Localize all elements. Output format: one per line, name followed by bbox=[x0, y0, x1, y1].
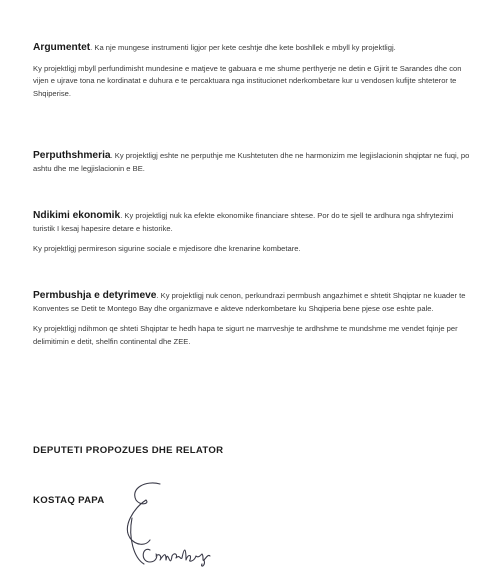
section-heading: Permbushja e detyrimeve bbox=[33, 290, 157, 301]
paragraph: Ky projektligj permireson sigurine sociale e mjedisore dhe krenarine kombetare. bbox=[33, 244, 301, 254]
section-heading: Perputhshmeria bbox=[33, 150, 111, 161]
paragraph: Ndikimi ekonomik. Ky projektligj nuk ka efekte ekonomike financiare shtese. Por do te sjell te ardhura nga shfrytezimi turistik I kesaj hapesire detare e historike. bbox=[33, 210, 454, 233]
handwritten-signature bbox=[116, 478, 216, 570]
section-heading: Argumentet bbox=[33, 42, 91, 53]
paragraph: Permbushja e detyrimeve. Ky projektligj nuk cenon, perkundrazi permbush angazhimet e shtetit Shqiptar ne kuader te Konventes se Detit te Montego Bay dhe organizmave e akteve nderkombetare ku Shqiperia bene pjese ose eshte pale. bbox=[33, 290, 466, 313]
section-permbushja-e-detyrimeve bbox=[33, 290, 471, 348]
section-argumentet bbox=[33, 42, 471, 100]
paragraph: Ky projektligj ndihmon qe shteti Shqiptar te hedh hapa te sigurt ne marrveshje te ardhshme te mundshme me vendet fqinje per delimitimin e detit, shelfin continental dhe ZEE. bbox=[33, 324, 458, 346]
section-heading: Ndikimi ekonomik bbox=[33, 210, 121, 221]
paragraph: Ky projektligj mbyll perfundimisht mundesine e matjeve te gabuara e me shume perthyerje ne detin e Gjirit te Sarandes dhe con vijen e ujrave tona ne kordinatat e duhura e te percaktuara nga institucionet nderkombetare kur u vendosen kufijte shteteror te Shqiperise. bbox=[33, 63, 462, 98]
paragraph: Argumentet. Ka nje mungese instrumenti ligjor per kete ceshtje dhe kete boshllek e mbyll ky projektligj. bbox=[33, 42, 396, 53]
section-ndikimi-ekonomik bbox=[33, 210, 471, 256]
signatory-title: DEPUTETI PROPOZUES DHE RELATOR bbox=[33, 445, 224, 456]
section-perputhshmeria bbox=[33, 150, 471, 175]
paragraph: Perputhshmeria. Ky projektligj eshte ne perputhje me Kushtetuten dhe ne harmonizim me legjislacionin shqiptar ne fuqi, po ashtu dhe me legjislacionin e BE. bbox=[33, 150, 470, 173]
signatory-name: KOSTAQ PAPA bbox=[33, 495, 105, 506]
